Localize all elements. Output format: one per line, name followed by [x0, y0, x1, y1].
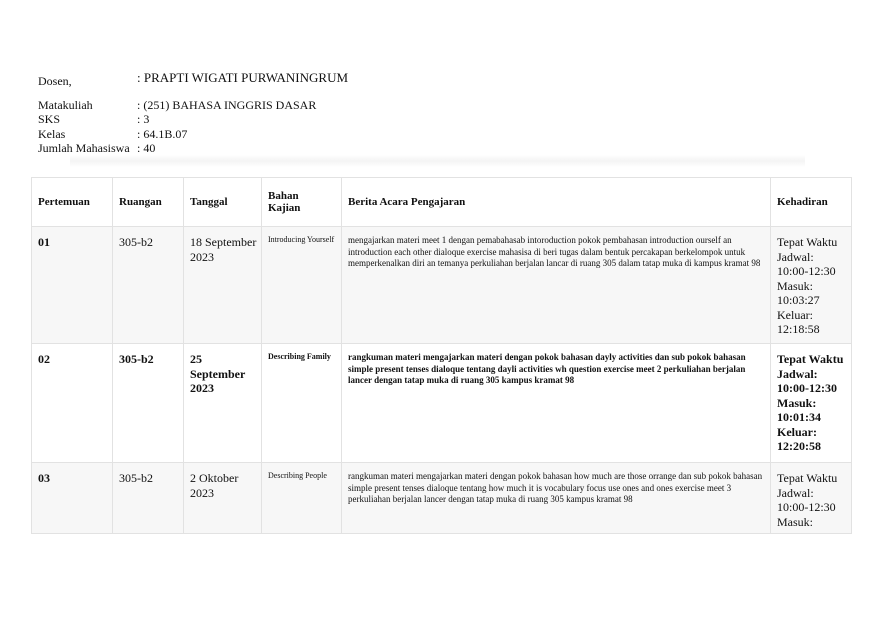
col-ruangan: Ruangan	[113, 178, 184, 227]
pertemuan-cell: 01	[32, 227, 113, 344]
kehadiran-cell	[771, 227, 852, 344]
ruangan-cell: 305-b2	[113, 463, 184, 534]
status-text: Tepat Waktu	[777, 471, 838, 485]
ruangan-cell: 305-b2	[113, 227, 184, 344]
tanggal-cell: 25 September 2023	[184, 344, 262, 463]
jumlah-label: Jumlah Mahasiswa	[38, 141, 130, 155]
masuk-text: Masuk: 10:01:34	[777, 395, 821, 424]
pertemuan-cell: 03	[32, 463, 113, 534]
sks-label: SKS	[38, 112, 61, 126]
jadwal-text: Jadwal: 10:00-12:30	[777, 366, 837, 395]
table-row	[32, 344, 852, 463]
kelas-label: Kelas	[38, 126, 66, 141]
berita-cell: rangkuman materi mengajarkan materi dengan pokok bahasan dayly activities dan sub pokok bahasan simple present tenses dialoque tentang dayli activities wh question exercise meet 2 perkuliahan berjalan lancer dengan tatap muka di ruang 305 kampus kramat 98	[342, 344, 771, 463]
divider	[70, 155, 805, 167]
berita-cell: rangkuman materi mengajarkan materi dengan pokok bahasan how much are those orrange dan sub pokok bahasan simple present tenses dialoque tentang how much it is vocabulary focus use ones and ones exercise meet 3 perkuliahan berjalan lancer dengan tatap muka di ruang 305 kampus kramat 98	[342, 463, 771, 534]
table-row	[32, 463, 852, 534]
kehadiran-cell	[771, 463, 852, 534]
col-bahan: Bahan Kajian	[262, 178, 342, 227]
dosen-label: Dosen,	[38, 74, 72, 88]
dosen-row	[38, 70, 349, 89]
kelas-row	[38, 127, 348, 142]
berita-cell: mengajarkan materi meet 1 dengan pemabahasab intoroduction pokok pembahasan introduction ourself an introduction each other dialoque exercise mahasisa di beri tugas dalam bentuk percakapan berkelompok untuk memperkenalkan diri an temanya perkuliahan berjalan lancar di ruang 305 dalam tatap muka di kampus kramat 98	[342, 227, 771, 344]
kelas-value: : 64.1B.07	[137, 126, 188, 141]
table-row	[32, 227, 852, 344]
ruangan-cell: 305-b2	[113, 344, 184, 463]
matakuliah-value: : (251) BAHASA INGGRIS DASAR	[137, 97, 317, 112]
col-kehadiran: Kehadiran	[771, 178, 852, 227]
sks-value: : 3	[137, 112, 150, 126]
jumlah-value: : 40	[137, 141, 156, 155]
col-berita: Berita Acara Pengajaran	[342, 178, 771, 227]
keluar-text: Keluar: 12:18:58	[777, 307, 820, 336]
masuk-text: Masuk: 10:03:27	[777, 278, 820, 307]
status-text: Tepat Waktu	[777, 235, 838, 249]
kehadiran-cell	[771, 344, 852, 463]
pertemuan-cell: 02	[32, 344, 113, 463]
dosen-value: : PRAPTI WIGATI PURWANINGRUM	[137, 70, 349, 85]
masuk-text: Masuk:	[777, 514, 813, 529]
attendance-table	[31, 177, 852, 534]
matakuliah-row	[38, 98, 348, 113]
jadwal-text: Jadwal: 10:00-12:30	[777, 249, 836, 278]
col-pertemuan: Pertemuan	[32, 178, 113, 227]
tanggal-cell: 18 September 2023	[184, 227, 262, 344]
keluar-text: Keluar: 12:20:58	[777, 424, 821, 453]
jumlah-row	[38, 141, 348, 156]
col-tanggal: Tanggal	[184, 178, 262, 227]
bahan-cell: Introducing Yourself	[262, 227, 342, 344]
jadwal-text: Jadwal: 10:00-12:30	[777, 485, 836, 514]
course-info	[38, 70, 349, 156]
bahan-cell: Describing People	[262, 463, 342, 534]
matakuliah-label: Matakuliah	[38, 97, 93, 112]
tanggal-cell: 2 Oktober 2023	[184, 463, 262, 534]
table-header-row	[32, 178, 852, 227]
status-text: Tepat Waktu	[777, 352, 844, 366]
bahan-cell: Describing Family	[262, 344, 342, 463]
sks-row	[38, 112, 348, 127]
